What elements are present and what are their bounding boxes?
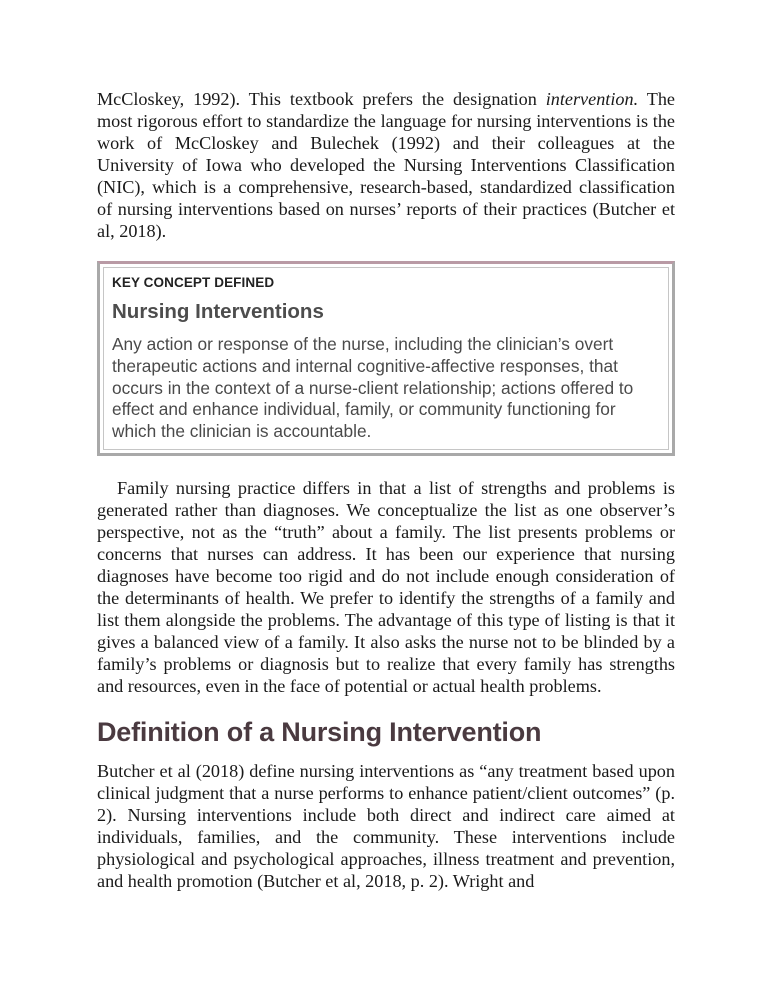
key-concept-term: Nursing Interventions	[112, 300, 324, 323]
key-concept-definition: Any action or response of the nurse, including the clinician’s overt therapeutic actions and internal cognitive-affective responses, that occurs in the context of a nurse-client relationship; actions offered to effect and enhance individual, family, or community functioning for which the clinician is accountable.	[112, 334, 634, 442]
body-paragraph-3: Butcher et al (2018) define nursing interventions as “any treatment based upon clinical judgment that a nurse performs to enhance patient/client outcomes” (p. 2). Nursing interventions include both direct and indirect care aimed at individuals, families, and the community. These interventions include physiological and psychological approaches, illness treatment and prevention, and health promotion (Butcher et al, 2018, p. 2). Wright and	[97, 760, 675, 891]
section-heading: Definition of a Nursing Intervention	[97, 716, 542, 747]
page-body	[97, 88, 675, 892]
paragraph-1-text-start: McCloskey, 1992). This textbook prefers the designation	[97, 89, 546, 109]
key-concept-box	[97, 261, 675, 456]
body-paragraph-1	[97, 88, 675, 242]
key-concept-inner	[103, 267, 669, 450]
emphasized-term: intervention.	[545, 89, 639, 109]
key-concept-kicker: KEY CONCEPT DEFINED	[112, 275, 275, 290]
paragraph-1-text-end: The most rigorous effort to standardize the language for nursing interventions is the work of McCloskey and Bulechek (1992) and their colleagues at the University of Iowa who developed the Nursing Interventions Classification (NIC), which is a comprehensive, research-based, standardized classification of nursing interventions based on nurses’ reports of their practices (Butcher et al, 2018).	[97, 89, 675, 241]
body-paragraph-2: Family nursing practice differs in that a list of strengths and problems is generated rather than diagnoses. We conceptualize the list as one observer’s perspective, not as the “truth” about a family. The list presents problems or concerns that nurses can address. It has been our experience that nursing diagnoses have become too rigid and do not include enough consideration of the determinants of health. We prefer to identify the strengths of a family and list them alongside the problems. The advantage of this type of listing is that it gives a balanced view of a family. It also asks the nurse not to be blinded by a family’s problems or diagnosis but to realize that every family has strengths and resources, even in the face of potential or actual health problems.	[97, 477, 675, 696]
